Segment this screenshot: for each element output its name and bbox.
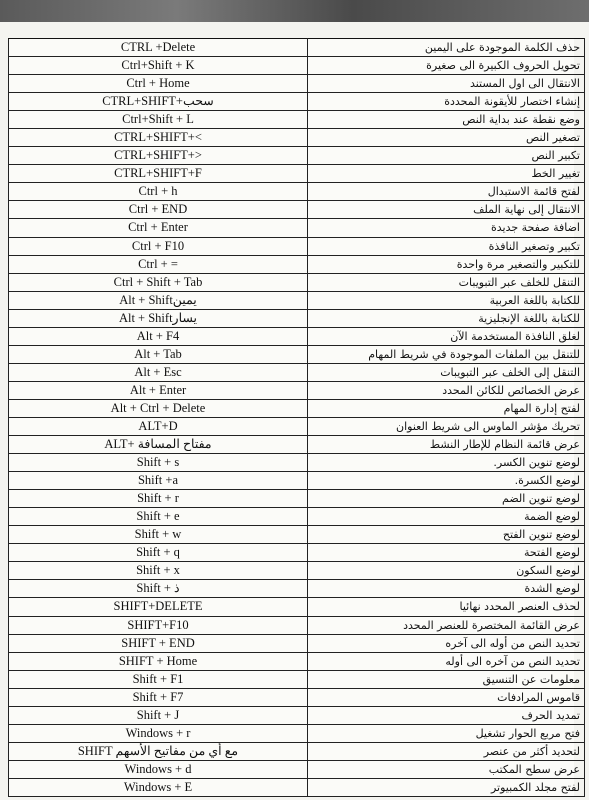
table-row	[9, 219, 585, 237]
table-row	[9, 201, 585, 219]
table-row	[9, 129, 585, 147]
shortcut-description: حذف الكلمة الموجودة على اليمين	[308, 39, 585, 57]
shortcut-description: لوضع تنوين الكسر.	[308, 454, 585, 472]
table-row	[9, 75, 585, 93]
shortcut-key: Shift + q	[9, 544, 308, 562]
table-row	[9, 57, 585, 75]
shortcut-description: لحذف العنصر المحدد نهائيا	[308, 598, 585, 616]
shortcut-description: لفتح إدارة المهام	[308, 399, 585, 417]
shortcut-description: لغلق النافذة المستخدمة الآن	[308, 327, 585, 345]
scanned-top-border	[0, 0, 589, 22]
table-row	[9, 724, 585, 742]
table-row	[9, 526, 585, 544]
table-row	[9, 760, 585, 778]
table-row	[9, 255, 585, 273]
table-row	[9, 652, 585, 670]
shortcuts-page	[8, 38, 580, 797]
table-row	[9, 706, 585, 724]
shortcut-key: Ctrl+Shift + K	[9, 57, 308, 75]
table-row	[9, 327, 585, 345]
shortcut-key: Windows + r	[9, 724, 308, 742]
shortcut-key: Ctrl + h	[9, 183, 308, 201]
shortcut-description: لوضع الشدة	[308, 580, 585, 598]
shortcut-key: Windows + E	[9, 778, 308, 796]
table-row	[9, 237, 585, 255]
shortcut-description: معلومات عن التنسيق	[308, 670, 585, 688]
table-row	[9, 778, 585, 796]
shortcut-key: Alt + Ctrl + Delete	[9, 399, 308, 417]
shortcut-key: Ctrl + Enter	[9, 219, 308, 237]
table-row	[9, 309, 585, 327]
shortcut-description: التنقل إلى الخلف عبر التبويبات	[308, 363, 585, 381]
shortcut-description: تمديد الحرف	[308, 706, 585, 724]
shortcut-description: إنشاء اختصار للأيقونة المحددة	[308, 93, 585, 111]
shortcut-key: Shift + ذ	[9, 580, 308, 598]
shortcut-description: عرض الخصائص للكائن المحدد	[308, 381, 585, 399]
table-row	[9, 616, 585, 634]
shortcut-description: لوضع تنوين الفتح	[308, 526, 585, 544]
shortcut-description: الانتقال إلى نهاية الملف	[308, 201, 585, 219]
shortcut-description: الانتقال الى اول المستند	[308, 75, 585, 93]
shortcut-description: اضافة صفحة جديدة	[308, 219, 585, 237]
shortcut-description: لفتح مجلد الكمبيوتر	[308, 778, 585, 796]
table-row	[9, 165, 585, 183]
shortcut-description: لتحديد أكثر من عنصر	[308, 742, 585, 760]
shortcut-description: تحديد النص من أوله الى آخره	[308, 634, 585, 652]
shortcut-key: Alt + Enter	[9, 381, 308, 399]
shortcut-key: Ctrl + Home	[9, 75, 308, 93]
table-row	[9, 508, 585, 526]
shortcut-description: تكبير النص	[308, 147, 585, 165]
shortcut-description: لوضع الكسرة.	[308, 472, 585, 490]
shortcuts-table-body	[9, 39, 585, 797]
table-row	[9, 598, 585, 616]
shortcut-key: Alt + Shiftيمين	[9, 291, 308, 309]
shortcut-key: CTRL+SHIFT+سحب	[9, 93, 308, 111]
shortcut-description: عرض القائمة المختصرة للعنصر المحدد	[308, 616, 585, 634]
shortcut-description: لفتح قائمة الاستبدال	[308, 183, 585, 201]
shortcut-description: تغيير الخط	[308, 165, 585, 183]
table-row	[9, 454, 585, 472]
table-row	[9, 273, 585, 291]
shortcut-key: Shift + e	[9, 508, 308, 526]
shortcut-description: للتكبير والتصغير مرة واحدة	[308, 255, 585, 273]
shortcut-key: Shift + x	[9, 562, 308, 580]
shortcut-description: للكتابة باللغة الإنجليزية	[308, 309, 585, 327]
table-row	[9, 399, 585, 417]
table-row	[9, 562, 585, 580]
shortcut-key: Alt + Shiftيسار	[9, 309, 308, 327]
shortcut-description: تصغير النص	[308, 129, 585, 147]
table-row	[9, 39, 585, 57]
table-row	[9, 291, 585, 309]
shortcut-key: Shift +a	[9, 472, 308, 490]
shortcut-key: CTRL+SHIFT+>	[9, 147, 308, 165]
shortcut-key: CTRL+SHIFT+F	[9, 165, 308, 183]
table-row	[9, 183, 585, 201]
table-row	[9, 580, 585, 598]
shortcut-description: لوضع الضمة	[308, 508, 585, 526]
table-row	[9, 381, 585, 399]
shortcut-description: لوضع تنوين الضم	[308, 490, 585, 508]
shortcut-key: SHIFT+DELETE	[9, 598, 308, 616]
table-row	[9, 472, 585, 490]
table-row	[9, 363, 585, 381]
shortcuts-table	[8, 38, 585, 797]
shortcut-key: Ctrl+Shift + L	[9, 111, 308, 129]
shortcut-description: للكتابة باللغة العربية	[308, 291, 585, 309]
table-row	[9, 147, 585, 165]
shortcut-key: SHIFT + END	[9, 634, 308, 652]
shortcut-key: Alt + F4	[9, 327, 308, 345]
shortcut-description: تحريك مؤشر الماوس الى شريط العنوان	[308, 417, 585, 435]
shortcut-key: Ctrl + F10	[9, 237, 308, 255]
table-row	[9, 111, 585, 129]
shortcut-key: Ctrl + Shift + Tab	[9, 273, 308, 291]
table-row	[9, 670, 585, 688]
table-row	[9, 436, 585, 454]
shortcut-description: فتح مربع الحوار تشغيل	[308, 724, 585, 742]
table-row	[9, 345, 585, 363]
shortcut-key: Shift + r	[9, 490, 308, 508]
shortcut-key: Shift + s	[9, 454, 308, 472]
shortcut-key: Alt + Esc	[9, 363, 308, 381]
shortcut-description: عرض قائمة النظام للإطار النشط	[308, 436, 585, 454]
table-row	[9, 544, 585, 562]
shortcut-key: Shift + J	[9, 706, 308, 724]
table-row	[9, 742, 585, 760]
shortcut-key: Shift + F1	[9, 670, 308, 688]
shortcut-description: تكبير وتصغير النافذة	[308, 237, 585, 255]
table-row	[9, 93, 585, 111]
shortcut-key: Ctrl + END	[9, 201, 308, 219]
table-row	[9, 634, 585, 652]
shortcut-key: Alt + Tab	[9, 345, 308, 363]
shortcut-description: لوضع الفتحة	[308, 544, 585, 562]
shortcut-description: لوضع السكون	[308, 562, 585, 580]
shortcut-description: التنقل للخلف عبر التبويبات	[308, 273, 585, 291]
shortcut-key: Shift + F7	[9, 688, 308, 706]
shortcut-key: SHIFT مع أي من مفاتيح الأسهم	[9, 742, 308, 760]
shortcut-key: Windows + d	[9, 760, 308, 778]
shortcut-description: وضع نقطة عند بداية النص	[308, 111, 585, 129]
shortcut-description: عرض سطح المكتب	[308, 760, 585, 778]
shortcut-description: تحويل الحروف الكبيرة الى صغيرة	[308, 57, 585, 75]
table-row	[9, 417, 585, 435]
shortcut-key: SHIFT + Home	[9, 652, 308, 670]
shortcut-key: Ctrl + =	[9, 255, 308, 273]
shortcut-key: Shift + w	[9, 526, 308, 544]
shortcut-description: قاموس المرادفات	[308, 688, 585, 706]
shortcut-key: CTRL +Delete	[9, 39, 308, 57]
shortcut-description: تحديد النص من آخره الى أوله	[308, 652, 585, 670]
shortcut-key: ALT+D	[9, 417, 308, 435]
shortcut-key: SHIFT+F10	[9, 616, 308, 634]
shortcut-key: CTRL+SHIFT+<	[9, 129, 308, 147]
table-row	[9, 490, 585, 508]
shortcut-key: مفتاح المسافة +ALT	[9, 436, 308, 454]
shortcut-description: للتنقل بين الملفات الموجودة في شريط المهام	[308, 345, 585, 363]
table-row	[9, 688, 585, 706]
